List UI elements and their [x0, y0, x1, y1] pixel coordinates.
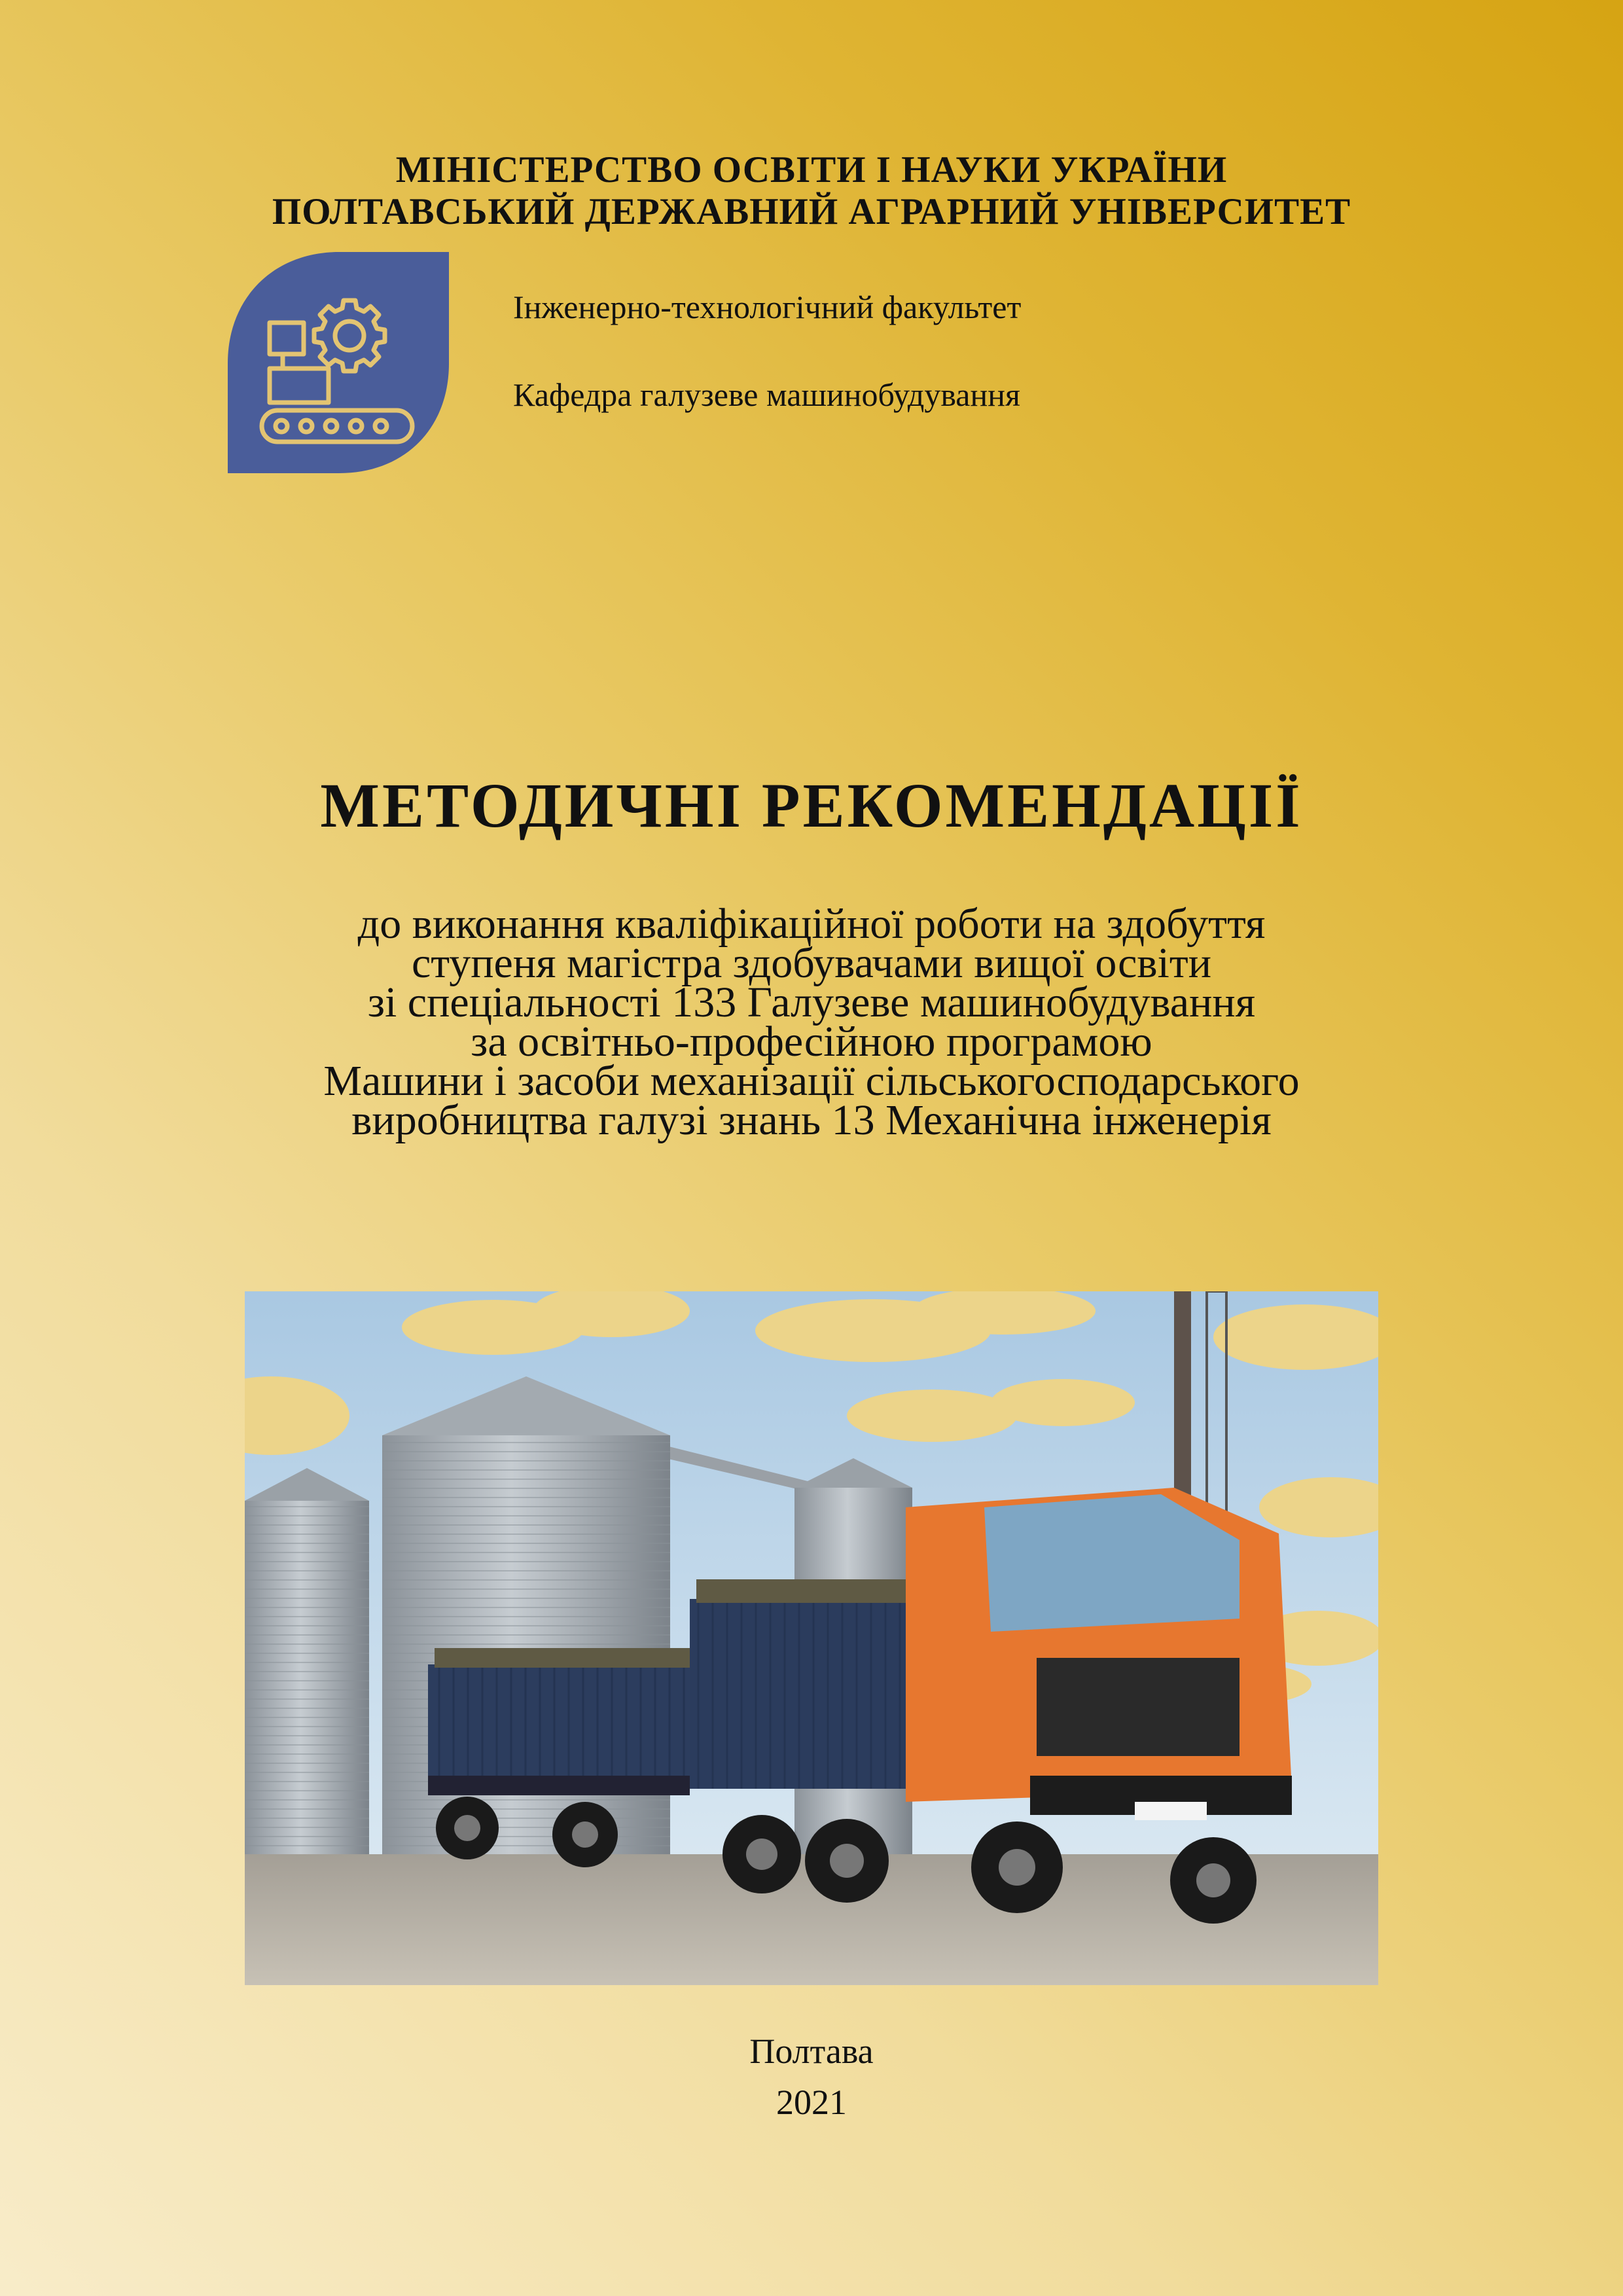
- university-name: ПОЛТАВСЬКИЙ ДЕРЖАВНИЙ АГРАРНИЙ УНІВЕРСИТЕТ: [272, 191, 1351, 232]
- subtitle-line: зі спеціальності 133 Галузеве машинобудування: [367, 978, 1256, 1026]
- gear-conveyor-icon: [228, 252, 449, 473]
- department-name: Кафедра галузеве машинобудування: [513, 376, 1020, 413]
- document-title: МЕТОДИЧНІ РЕКОМЕНДАЦІЇ: [320, 770, 1303, 840]
- subtitle-line: до виконання кваліфікаційної роботи на здобуття: [357, 900, 1266, 948]
- city: Полтава: [749, 2032, 874, 2071]
- subtitle-line: виробництва галузі знань 13 Механічна інженерія: [351, 1096, 1272, 1144]
- year: 2021: [776, 2083, 847, 2122]
- ministry-name: МІНІСТЕРСТВО ОСВІТИ І НАУКИ УКРАЇНИ: [395, 149, 1228, 190]
- document-subtitle: [0, 900, 1623, 1144]
- header: [0, 149, 1623, 233]
- cover-photo: [245, 1291, 1378, 1985]
- subtitle-line: ступеня магістра здобувачами вищої освіти: [411, 939, 1212, 987]
- subtitle-line: за освітньо-професійною програмою: [471, 1018, 1152, 1066]
- footer: [0, 2026, 1623, 2128]
- grain-silos-truck-photo: [245, 1291, 1378, 1985]
- faculty-name: Інженерно-технологічний факультет: [513, 289, 1022, 325]
- subtitle-line: Машини і засоби механізації сільськогосподарського: [323, 1057, 1300, 1105]
